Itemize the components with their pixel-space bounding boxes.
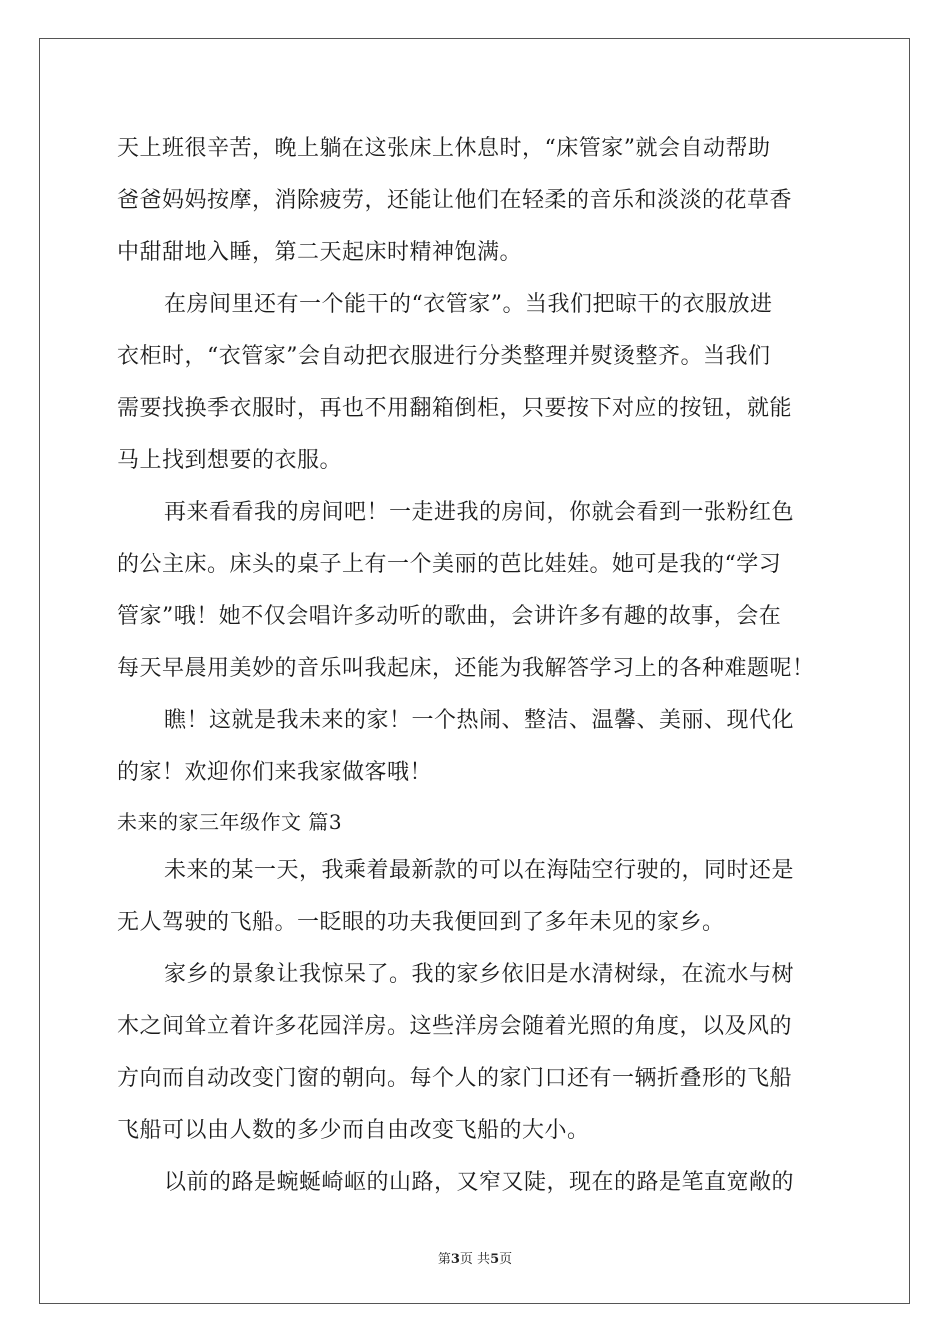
text-line: 爸爸妈妈按摩，消除疲劳，还能让他们在轻柔的音乐和淡淡的花草香 [117,188,793,213]
total-pages-number: 5 [490,1252,500,1267]
text-line: 瞧！这就是我未来的家！一个热闹、整洁、温馨、美丽、现代化 [164,708,795,733]
text-line: 无人驾驶的飞船。一眨眼的功夫我便回到了多年未见的家乡。 [117,910,725,935]
current-page-number: 3 [450,1252,460,1267]
document-body [117,123,835,1209]
text-line: 飞船可以由人数的多少而自由改变飞船的大小。 [117,1118,590,1143]
text-line: 的公主床。床头的桌子上有一个美丽的芭比娃娃。她可是我的“学习 [117,552,782,577]
text-line: 在房间里还有一个能干的“衣管家”。当我们把晾干的衣服放进 [164,292,773,317]
text-line: 方向而自动改变门窗的朝向。每个人的家门口还有一辆折叠形的飞船 [117,1066,793,1091]
text-line: 木之间耸立着许多花园洋房。这些洋房会随着光照的角度，以及风的 [117,1014,793,1039]
text-line: 以前的路是蜿蜒崎岖的山路，又窄又陡，现在的路是笔直宽敞的 [164,1170,795,1195]
page-footer [0,1248,950,1267]
text-line: 管家”哦！她不仅会唱许多动听的歌曲，会讲许多有趣的故事，会在 [117,604,782,629]
section-heading: 未来的家三年级作文 篇3 [117,810,343,834]
text-line: 未来的某一天，我乘着最新款的可以在海陆空行驶的，同时还是 [164,858,795,883]
footer-prefix: 第 [437,1252,451,1267]
text-line: 每天早晨用美妙的音乐叫我起床，还能为我解答学习上的各种难题呢！ [117,656,815,681]
text-line: 天上班很辛苦，晚上躺在这张床上休息时，“床管家”就会自动帮助 [117,136,771,161]
text-line: 衣柜时，“衣管家”会自动把衣服进行分类整理并熨烫整齐。当我们 [117,344,771,369]
text-line: 中甜甜地入睡，第二天起床时精神饱满。 [117,240,523,265]
footer-middle: 页 共 [459,1252,491,1267]
footer-suffix: 页 [499,1252,513,1267]
text-line: 的家！欢迎你们来我家做客哦！ [117,760,433,785]
text-line: 需要找换季衣服时，再也不用翻箱倒柜，只要按下对应的按钮，就能 [117,396,793,421]
text-line: 马上找到想要的衣服。 [117,448,343,473]
text-line: 家乡的景象让我惊呆了。我的家乡依旧是水清树绿，在流水与树 [164,962,795,987]
text-line: 再来看看我的房间吧！一走进我的房间，你就会看到一张粉红色 [164,500,795,525]
